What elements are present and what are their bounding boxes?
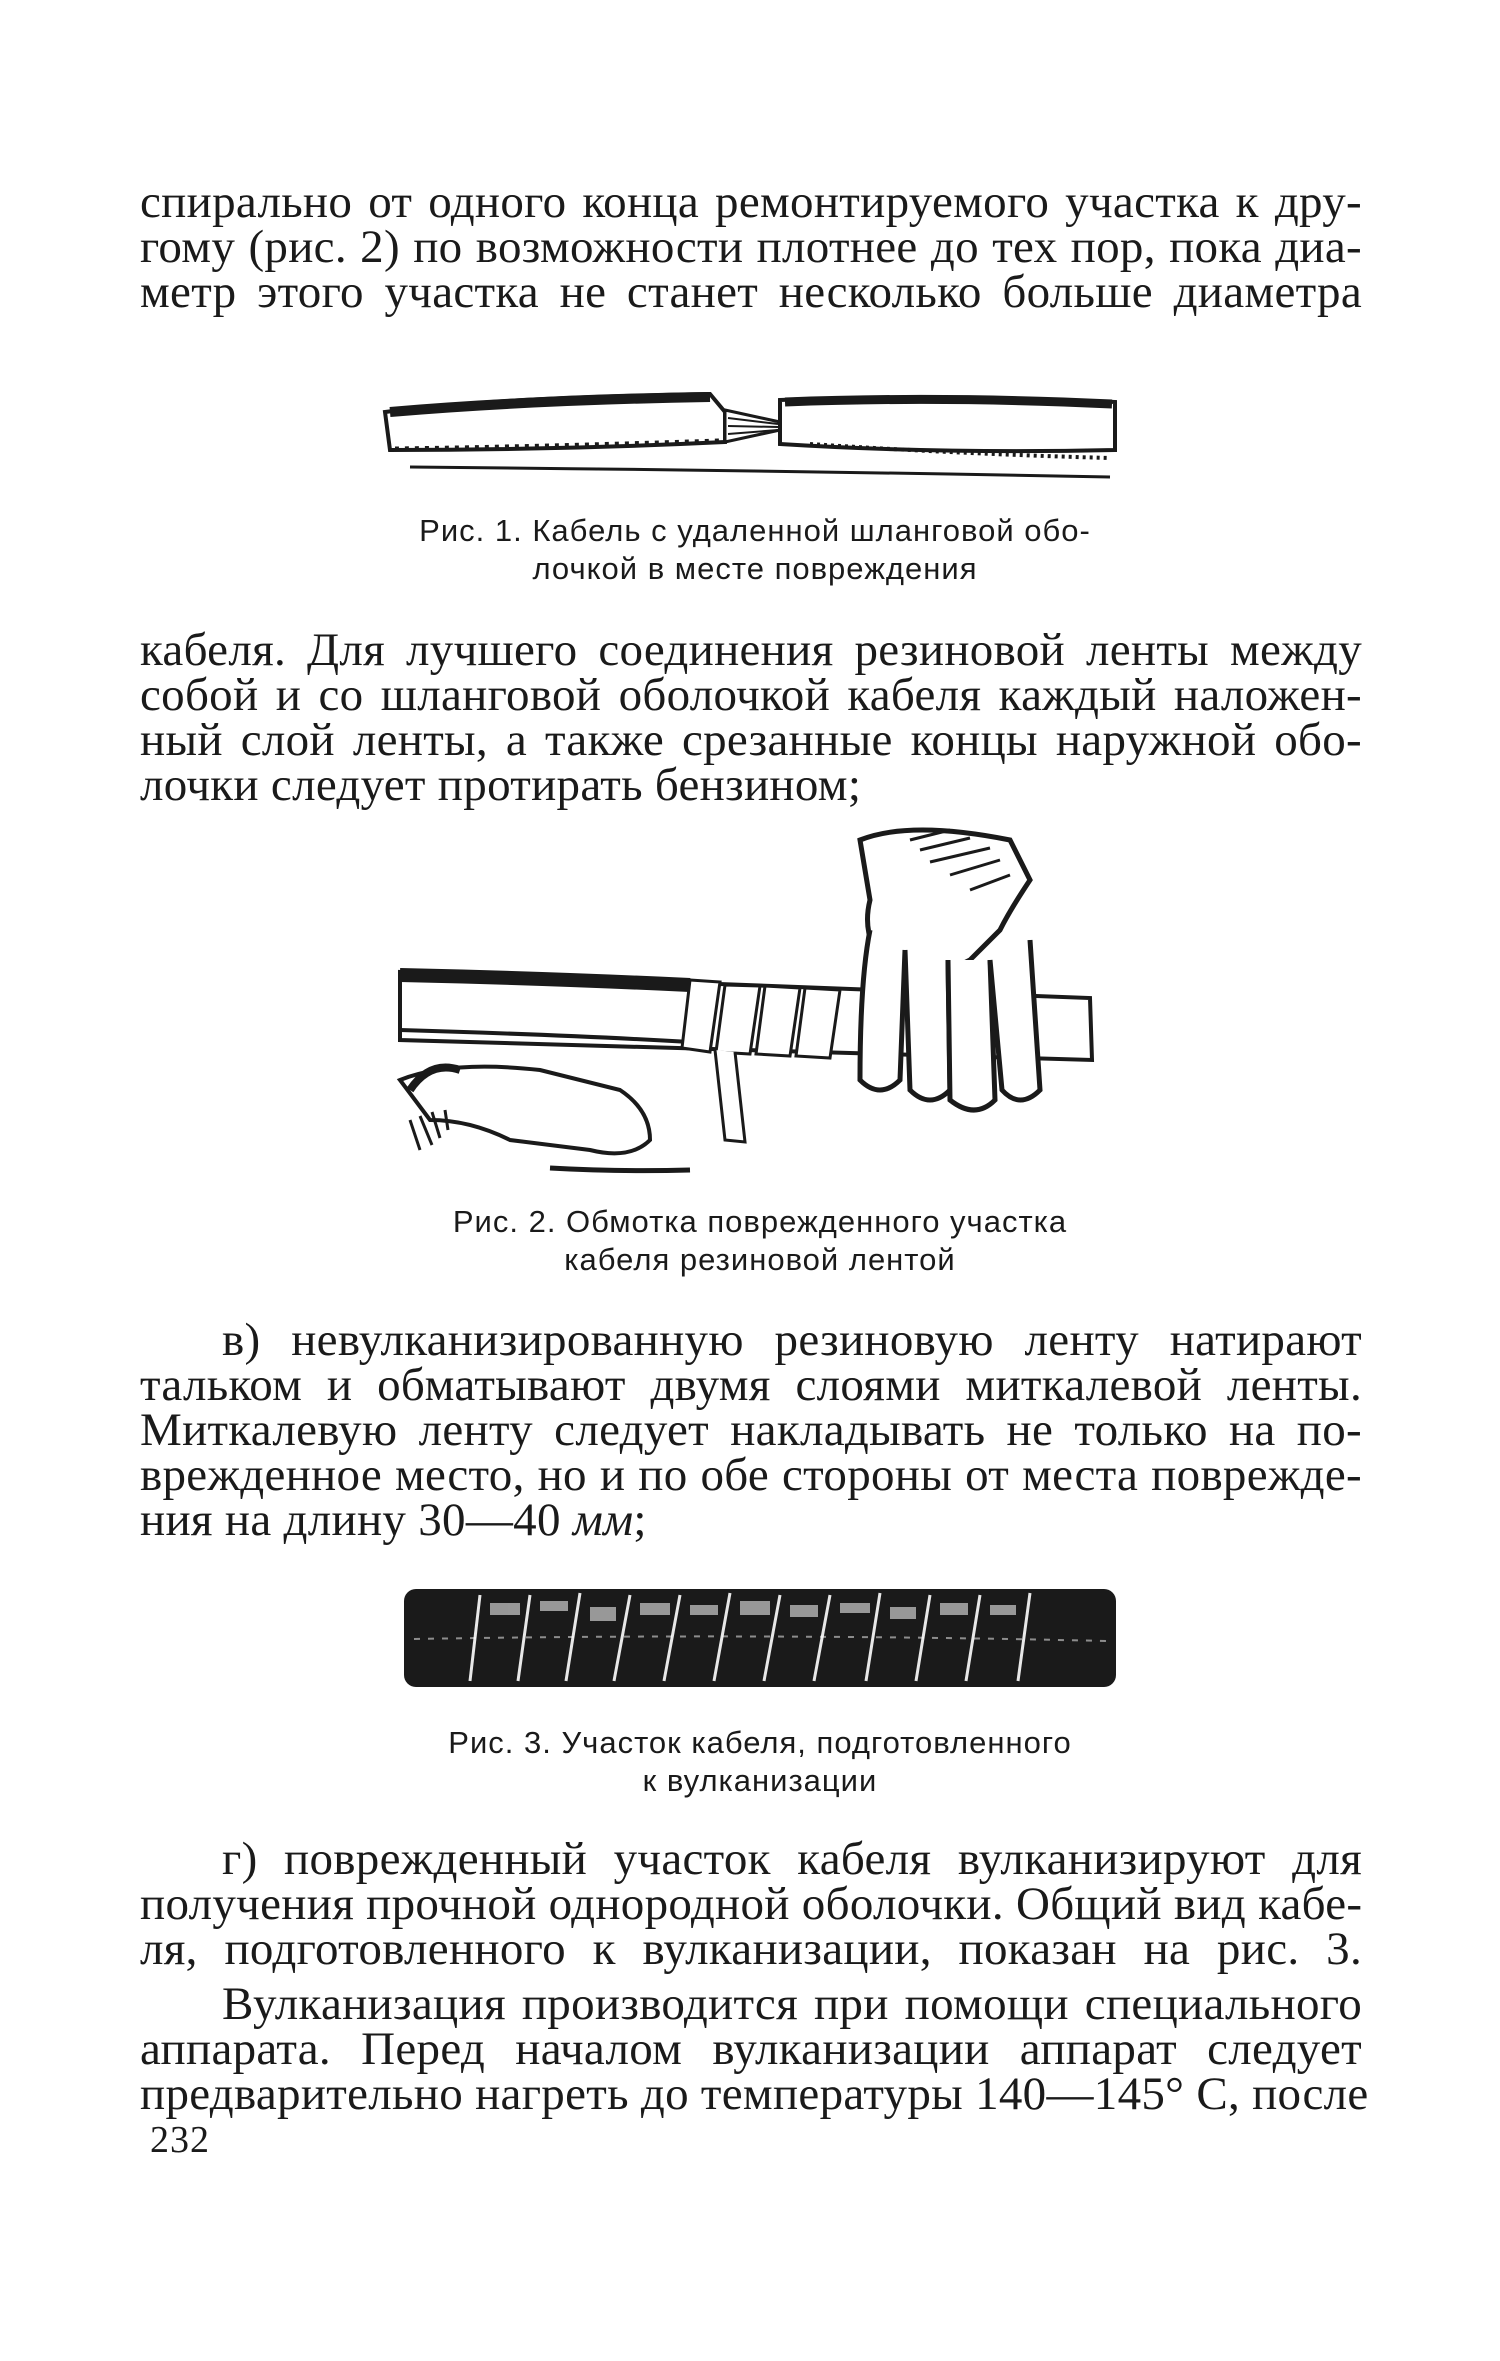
text-line: лочки следует протирать бензином; [140, 759, 862, 811]
text-line: предварительно нагреть до температуры 140—145° С, после [140, 2068, 1369, 2120]
caption-line: кабеля резиновой лентой [564, 1242, 956, 1277]
paragraph-4 [140, 1833, 1363, 1975]
text-line: гому (рис. 2) по возможности плотнее до тех пор, пока диа- [140, 221, 1362, 273]
paragraph-3 [140, 1314, 1362, 1546]
text-line: тальком и обматывают двумя слоями миткалевой ленты. [140, 1359, 1362, 1411]
text-line-last [140, 1494, 1362, 1546]
text-fragment: ния на длину 30—40 [140, 1494, 573, 1546]
text-line: спирально от одного конца ремонтируемого участка к дру- [140, 176, 1362, 228]
text-line: Миткалевую ленту следует накладывать не только на по- [140, 1404, 1362, 1456]
text-line: собой и со шланговой оболочкой кабеля каждый наложен- [140, 669, 1362, 721]
caption-line: Рис. 3. Участок кабеля, подготовленного [448, 1725, 1072, 1760]
text-line: метр этого участка не станет несколько больше диаметра [140, 266, 1362, 318]
text-line: ный слой ленты, а также срезанные концы наружной обо- [140, 714, 1362, 766]
caption-line: к вулканизации [642, 1763, 878, 1798]
paragraph-1 [140, 176, 1362, 318]
text-line: г) поврежденный участок кабеля вулканизируют для [222, 1833, 1362, 1885]
unit-text: мм [572, 1494, 634, 1546]
page-number: 232 [150, 2119, 210, 2161]
caption-line: лочкой в месте повреждения [532, 551, 978, 586]
figure-3-caption [380, 1724, 1140, 1800]
figure-2-wrapping-illustration [390, 820, 1110, 1180]
text-line: получения прочной однородной оболочки. Общий вид кабе- [140, 1878, 1363, 1930]
paragraph-5 [140, 1978, 1369, 2120]
text-line: ля, подготовленного к вулканизации, показан на рис. 3. [140, 1923, 1362, 1975]
caption-line: Рис. 2. Обмотка поврежденного участка [452, 1204, 1068, 1239]
text-line: врежденное место, но и по обе стороны от места поврежде- [140, 1449, 1362, 1501]
text-line: в) невулканизированную резиновую ленту натирают [222, 1314, 1362, 1366]
text-line: аппарата. Перед началом вулканизации аппарат следует [140, 2023, 1362, 2075]
text-fragment: ; [633, 1494, 647, 1546]
figure-2-caption [370, 1203, 1150, 1279]
caption-line: Рис. 1. Кабель с удаленной шланговой обо- [419, 513, 1091, 548]
figure-1-cable-illustration [380, 372, 1120, 482]
text-line: Вулканизация производится при помощи специального [222, 1978, 1362, 2030]
figure-1-caption [360, 512, 1150, 588]
figure-3-wrapped-cable-illustration [400, 1583, 1120, 1695]
text-line: кабеля. Для лучшего соединения резиновой ленты между [140, 624, 1362, 676]
paragraph-2 [140, 624, 1362, 811]
